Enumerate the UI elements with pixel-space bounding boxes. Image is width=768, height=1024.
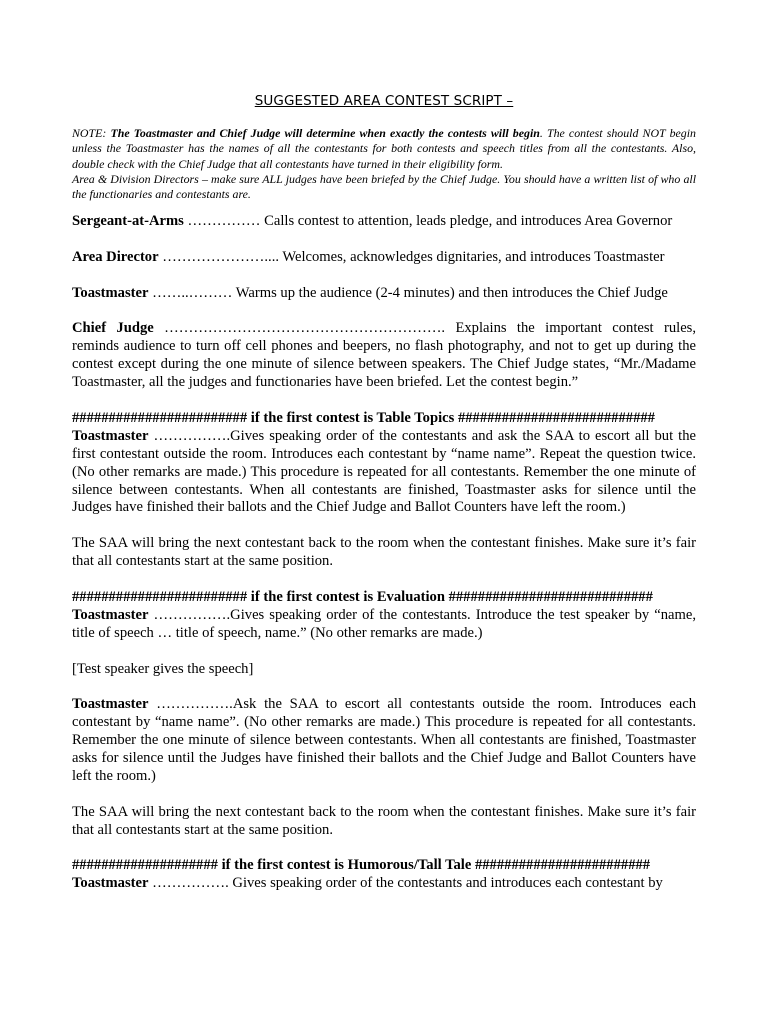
note-bold: The Toastmaster and Chief Judge will determine when exactly the contests will begin: [110, 126, 540, 140]
role-dots: …………….: [148, 427, 231, 444]
role-text: Warms up the audience (2-4 minutes) and then introduces the Chief Judge: [235, 284, 668, 301]
role-text: Gives speaking order of the contestants and ask the SAA to escort all but the first contestant outside the room. Introduces each contestant by “name name”. Repeat the question twice. (No other remarks are made.) This procedure is repeated for all contestants. Remember the one minute of silence between contestants. When all contestants are finished, Toastmaster asks for silence until the Judges have finished their ballots and the Chief Judge and Ballot Counters have left the room.): [72, 427, 696, 516]
role-name: Area Director: [72, 248, 159, 265]
role-text: Gives speaking order of the contestants. Introduce the test speaker by “name, title of speech … title of speech, name.” (No other remarks are made.): [72, 606, 696, 641]
role-dots: …………….: [148, 606, 231, 623]
role-text: .. Welcomes, acknowledges dignitaries, and introduces Toastmaster: [271, 248, 665, 265]
role-dots: …………….: [148, 875, 233, 892]
page-title: SUGGESTED AREA CONTEST SCRIPT –: [254, 93, 514, 109]
evaluation-saa-note: The SAA will bring the next contestant back to the room when the contestant finishes. Make sure it’s fair that all contestants start at the same position.: [72, 803, 696, 838]
role-dots: ……..………: [148, 284, 236, 301]
role-name: Toastmaster: [72, 284, 149, 301]
test-speaker-line: [Test speaker gives the speech]: [72, 660, 254, 677]
role-dots: ………………………………………………….: [153, 320, 456, 337]
humorous-toastmaster: [72, 875, 696, 893]
role-text: Calls contest to attention, leads pledge, and introduces Area Governor: [264, 213, 673, 229]
role-name: Toastmaster: [72, 606, 149, 623]
role-name: Toastmaster: [72, 696, 149, 713]
role-name: Sergeant-at-Arms: [72, 213, 184, 229]
note-lead: NOTE:: [72, 126, 111, 140]
table-topics-toastmaster: [72, 428, 696, 518]
role-dots: …………….: [148, 696, 233, 713]
role-text: Explains the important contest rules, reminds audience to turn off cell phones and beepers, no flash photography, and not to get up during the contest except during the one minute of silence between speakers. The Chief Judge states, “Mr./Madame Toastmaster, all the judges and functionaries have been briefed. Let the contest begin.”: [72, 320, 697, 391]
role-dots: …………………..: [158, 248, 272, 265]
role-chief-judge: [72, 320, 696, 392]
script-body: [72, 213, 696, 893]
section-header-text: #################### if the first contest is Humorous/Tall Tale ########################: [72, 857, 651, 874]
note-paragraph: [72, 126, 696, 202]
role-dots: ……………: [183, 213, 265, 229]
evaluation-toastmaster-2: [72, 696, 696, 786]
table-topics-saa-note: The SAA will bring the next contestant back to the room when the contestant finishes. Make sure it’s fair that all contestants start at the same position.: [72, 535, 696, 570]
section-header-evaluation: [72, 589, 696, 607]
role-name: Chief Judge: [72, 320, 154, 337]
role-name: Toastmaster: [72, 427, 149, 444]
role-saa: [72, 213, 696, 231]
section-header-text: ######################## if the first contest is Table Topics ###########################: [72, 409, 655, 426]
note-rest2: Area & Division Directors – make sure ALL judges have been briefed by the Chief Judge. You should have a written list of who all the functionaries and contestants are.: [72, 171, 696, 202]
role-toastmaster: [72, 285, 696, 303]
section-header-humorous: [72, 857, 696, 875]
role-text: Gives speaking order of the contestants and introduces each contestant by: [232, 875, 663, 892]
role-text: Ask the SAA to escort all contestants outside the room. Introduces each contestant by “name name”. (No other remarks are made.) This procedure is repeated for all contestants. Remember the one minute of silence between contestants. When all contestants are finished, Toastmaster asks for silence until the Judges have finished their ballots and the Chief Judge and Ballot Counters have left the room.): [72, 696, 697, 784]
role-area-director: [72, 249, 696, 267]
note-rest1: . The contest should NOT begin unless the Toastmaster has the names of all the contestants for both contests and speech titles from all the contestants. Also, double check with the Chief Judge that all contestants have turned in their eligibility form.: [72, 126, 696, 171]
section-header-text: ######################## if the first contest is Evaluation ############################: [72, 588, 653, 605]
section-header-table-topics: [72, 410, 696, 428]
evaluation-toastmaster: [72, 607, 696, 643]
role-name: Toastmaster: [72, 875, 149, 892]
